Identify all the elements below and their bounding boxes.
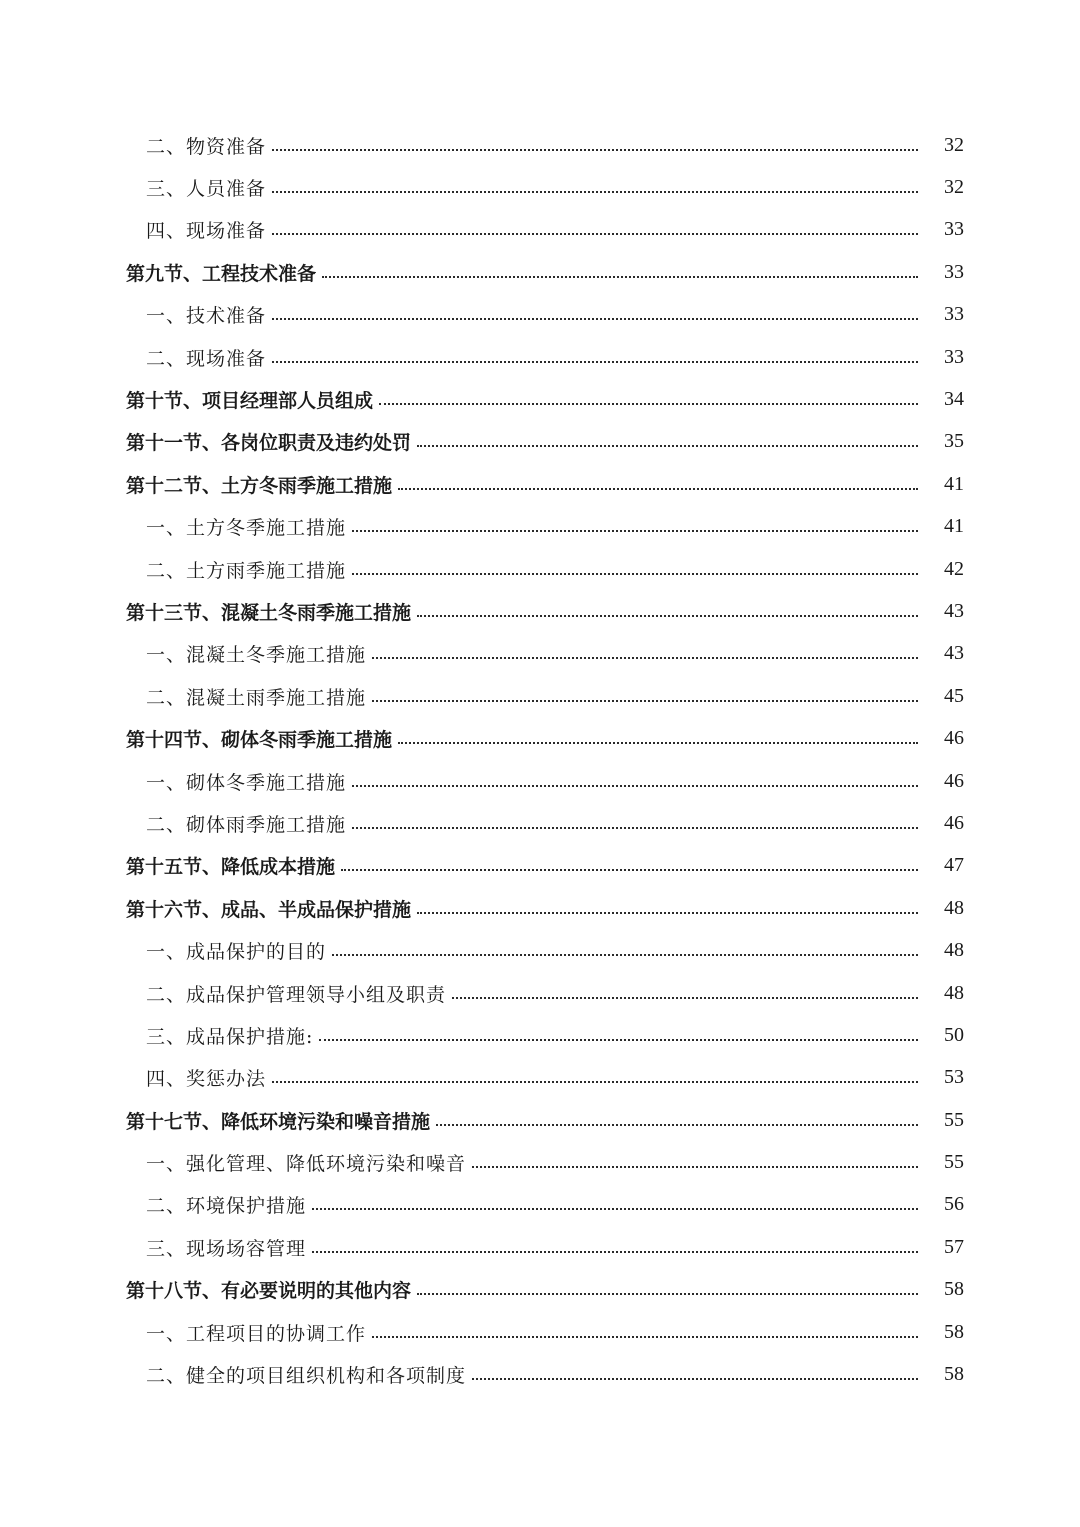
- toc-entry[interactable]: [0, 336, 1080, 378]
- dot-leader: [272, 317, 918, 320]
- toc-entry-page: 55: [944, 1108, 964, 1131]
- dot-leader: [398, 741, 918, 744]
- toc-entry-title: 二、成品保护管理领导小组及职责: [146, 983, 447, 1006]
- toc-entry-title: 二、健全的项目组织机构和各项制度: [146, 1365, 467, 1388]
- toc-entry-title: 第十六节、成品、半成品保护措施: [126, 898, 412, 921]
- toc-entry-title: 二、砌体雨季施工措施: [146, 813, 347, 836]
- dot-leader: [272, 190, 918, 193]
- toc-entry-title: 一、强化管理、降低环境污染和噪音: [146, 1153, 467, 1176]
- toc-entry-page: 55: [944, 1151, 964, 1174]
- toc-entry-page: 42: [944, 557, 964, 580]
- toc-entry-page: 48: [944, 981, 964, 1004]
- toc-entry[interactable]: [0, 929, 1080, 971]
- toc-entry-page: 33: [944, 345, 964, 368]
- toc-entry-page: 58: [944, 1320, 964, 1343]
- dot-leader: [332, 953, 918, 956]
- dot-leader: [352, 784, 918, 787]
- dot-leader: [452, 996, 918, 999]
- dot-leader: [436, 1123, 918, 1126]
- toc-entry-title: 一、混凝土冬季施工措施: [146, 644, 367, 667]
- toc-section-entry[interactable]: [0, 421, 1080, 463]
- toc-entry-page: 41: [944, 515, 964, 538]
- toc-entry[interactable]: [0, 802, 1080, 844]
- toc-entry-title: 三、人员准备: [146, 178, 267, 201]
- toc-entry-title: 二、土方雨季施工措施: [146, 559, 347, 582]
- dot-leader: [352, 826, 918, 829]
- dot-leader: [472, 1165, 918, 1168]
- dot-leader: [417, 1292, 918, 1295]
- toc-entry-title: 二、物资准备: [146, 135, 267, 158]
- toc-entry[interactable]: [0, 209, 1080, 251]
- toc-entry-page: 33: [944, 303, 964, 326]
- toc-entry-page: 34: [944, 388, 964, 411]
- toc-entry-page: 33: [944, 260, 964, 283]
- dot-leader: [272, 148, 918, 151]
- dot-leader: [372, 1335, 918, 1338]
- dot-leader: [341, 868, 918, 871]
- toc-entry-title: 第十三节、混凝土冬雨季施工措施: [126, 601, 412, 624]
- toc-entry-page: 45: [944, 684, 964, 707]
- dot-leader: [417, 444, 918, 447]
- toc-entry-page: 48: [944, 939, 964, 962]
- toc-entry-page: 57: [944, 1235, 964, 1258]
- toc-entry-title: 一、技术准备: [146, 305, 267, 328]
- toc-entry-title: 第十一节、各岗位职责及违约处罚: [126, 432, 412, 455]
- toc-entry-title: 一、成品保护的目的: [146, 941, 327, 964]
- toc-entry-title: 四、现场准备: [146, 220, 267, 243]
- toc-section-entry[interactable]: [0, 590, 1080, 632]
- toc-entry-page: 48: [944, 896, 964, 919]
- toc-entry[interactable]: [0, 760, 1080, 802]
- toc-entry-title: 一、土方冬季施工措施: [146, 517, 347, 540]
- dot-leader: [417, 614, 918, 617]
- toc-section-entry[interactable]: [0, 378, 1080, 420]
- toc-entry-page: 58: [944, 1363, 964, 1386]
- toc-entry-page: 35: [944, 430, 964, 453]
- table-of-contents: [0, 124, 1080, 1396]
- toc-entry[interactable]: [0, 1014, 1080, 1056]
- toc-entry-page: 58: [944, 1278, 964, 1301]
- toc-entry[interactable]: [0, 124, 1080, 166]
- toc-entry-title: 三、成品保护措施:: [146, 1025, 314, 1048]
- toc-entry-title: 一、砌体冬季施工措施: [146, 771, 347, 794]
- toc-entry-title: 第十八节、有必要说明的其他内容: [126, 1280, 412, 1303]
- toc-entry-title: 第九节、工程技术准备: [126, 262, 317, 285]
- toc-entry-page: 43: [944, 599, 964, 622]
- toc-entry-page: 46: [944, 769, 964, 792]
- toc-entry-page: 46: [944, 811, 964, 834]
- toc-entry-title: 二、环境保护措施: [146, 1195, 307, 1218]
- toc-entry[interactable]: [0, 675, 1080, 717]
- toc-entry[interactable]: [0, 548, 1080, 590]
- toc-section-entry[interactable]: [0, 251, 1080, 293]
- toc-section-entry[interactable]: [0, 1269, 1080, 1311]
- dot-leader: [272, 232, 918, 235]
- dot-leader: [372, 656, 918, 659]
- dot-leader: [272, 1080, 918, 1083]
- toc-entry-page: 32: [944, 133, 964, 156]
- toc-entry[interactable]: [0, 1057, 1080, 1099]
- dot-leader: [352, 529, 918, 532]
- dot-leader: [312, 1207, 918, 1210]
- toc-entry[interactable]: [0, 166, 1080, 208]
- toc-section-entry[interactable]: [0, 887, 1080, 929]
- toc-section-entry[interactable]: [0, 1099, 1080, 1141]
- toc-entry[interactable]: [0, 1353, 1080, 1395]
- toc-entry-title: 三、现场场容管理: [146, 1237, 307, 1260]
- toc-section-entry[interactable]: [0, 845, 1080, 887]
- toc-entry-title: 二、现场准备: [146, 347, 267, 370]
- toc-entry-title: 二、混凝土雨季施工措施: [146, 686, 367, 709]
- dot-leader: [322, 275, 918, 278]
- toc-entry-page: 50: [944, 1023, 964, 1046]
- toc-entry-page: 32: [944, 176, 964, 199]
- dot-leader: [398, 487, 918, 490]
- toc-entry-page: 46: [944, 727, 964, 750]
- toc-entry-title: 四、奖惩办法: [146, 1068, 267, 1091]
- toc-entry[interactable]: [0, 1226, 1080, 1268]
- toc-entry-title: 第十七节、降低环境污染和噪音措施: [126, 1110, 431, 1133]
- toc-entry-title: 第十节、项目经理部人员组成: [126, 390, 374, 413]
- dot-leader: [417, 911, 918, 914]
- toc-entry[interactable]: [0, 1311, 1080, 1353]
- dot-leader: [319, 1038, 918, 1041]
- toc-entry-title: 一、工程项目的协调工作: [146, 1322, 367, 1345]
- dot-leader: [352, 572, 918, 575]
- toc-entry[interactable]: [0, 633, 1080, 675]
- toc-section-entry[interactable]: [0, 717, 1080, 759]
- toc-entry-page: 41: [944, 472, 964, 495]
- toc-entry-title: 第十二节、土方冬雨季施工措施: [126, 474, 393, 497]
- toc-entry-page: 47: [944, 854, 964, 877]
- toc-entry[interactable]: [0, 294, 1080, 336]
- dot-leader: [312, 1250, 918, 1253]
- toc-entry-page: 33: [944, 218, 964, 241]
- dot-leader: [272, 360, 918, 363]
- toc-entry[interactable]: [0, 1184, 1080, 1226]
- toc-section-entry[interactable]: [0, 463, 1080, 505]
- toc-entry-title: 第十四节、砌体冬雨季施工措施: [126, 729, 393, 752]
- toc-entry-page: 56: [944, 1193, 964, 1216]
- dot-leader: [372, 699, 918, 702]
- toc-entry-page: 53: [944, 1066, 964, 1089]
- toc-entry[interactable]: [0, 972, 1080, 1014]
- dot-leader: [472, 1377, 918, 1380]
- toc-entry-title: 第十五节、降低成本措施: [126, 856, 336, 879]
- dot-leader: [379, 402, 918, 405]
- toc-entry[interactable]: [0, 506, 1080, 548]
- toc-entry[interactable]: [0, 1141, 1080, 1183]
- toc-entry-page: 43: [944, 642, 964, 665]
